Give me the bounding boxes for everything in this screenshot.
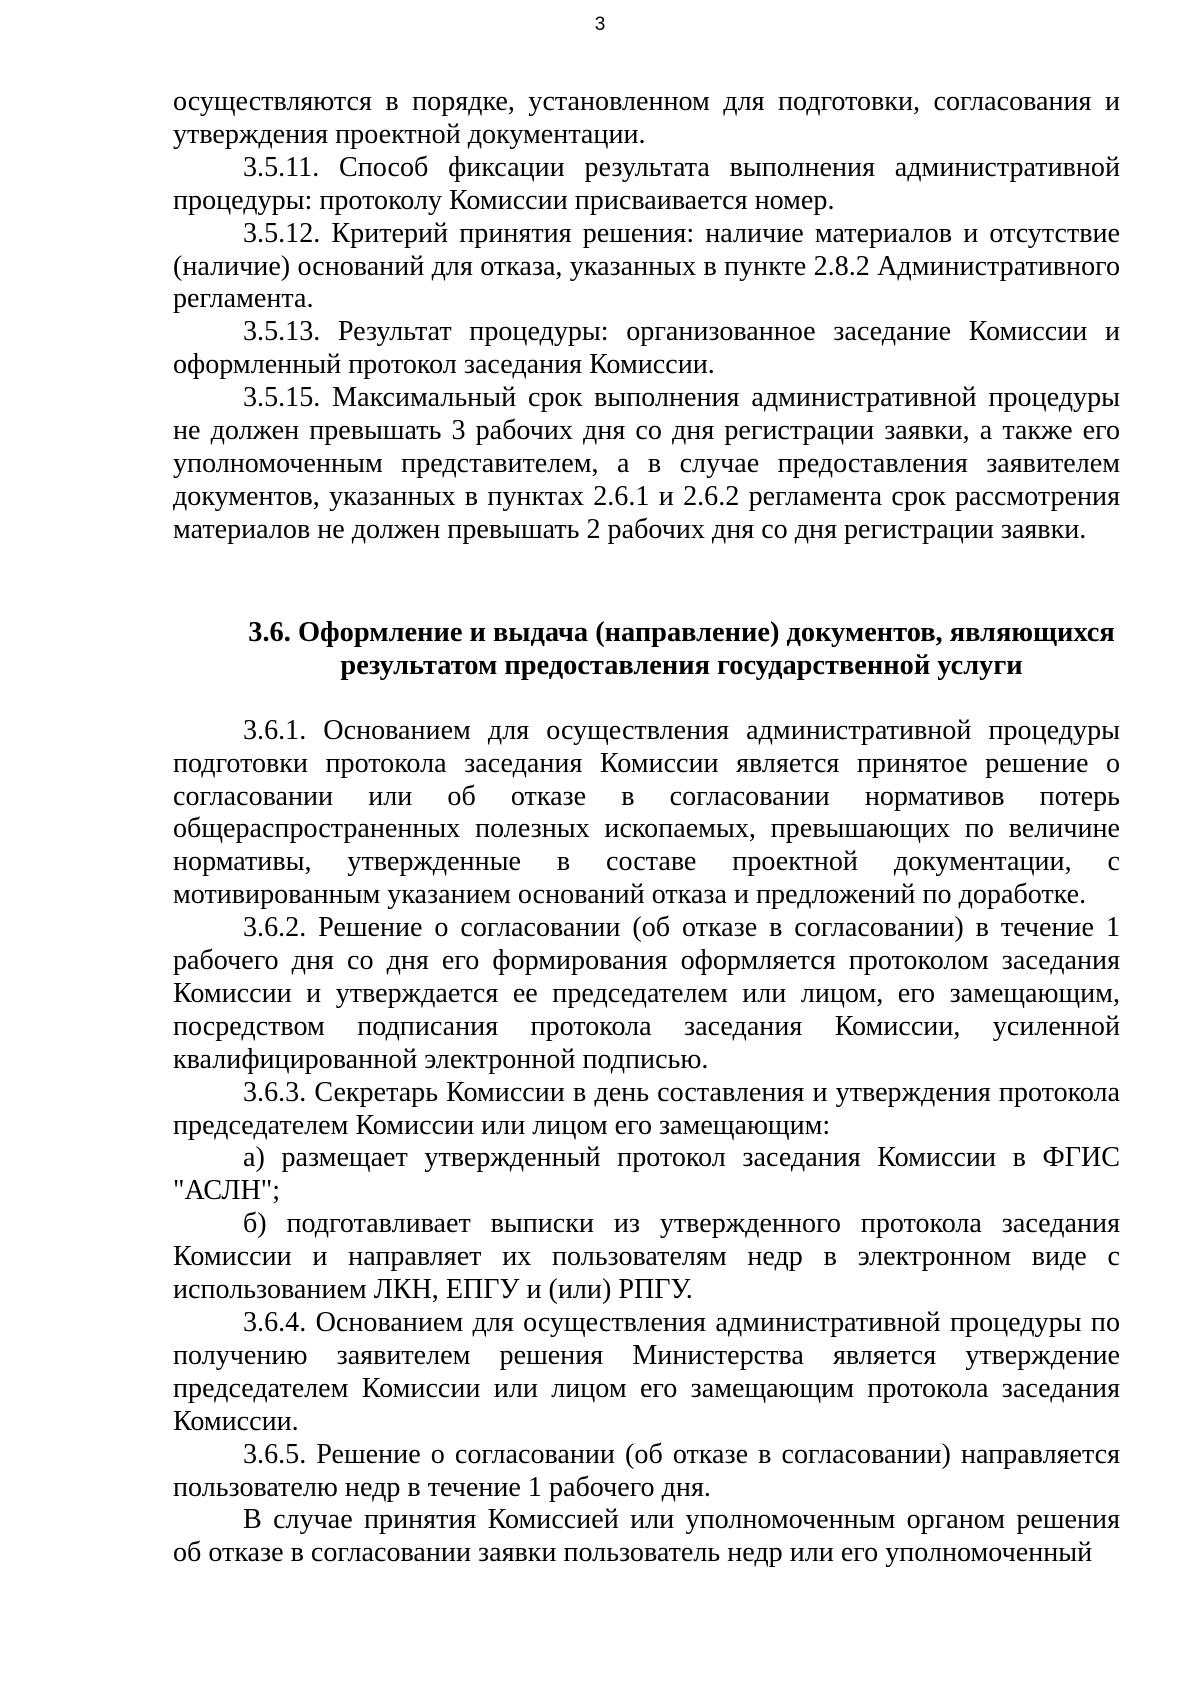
section-heading [173, 616, 1120, 682]
paragraph-3-5-11: 3.5.11. Способ фиксации результата выполнения административной процедуры: протоколу Комиссии присваивается номер. [173, 151, 1120, 216]
paragraph-3-6-4: 3.6.4. Основанием для осуществления административной процедуры по получению заявителем решения Министерства является утверждение председателем Комиссии или лицом его замещающим протокола заседания Комиссии. [173, 1307, 1120, 1437]
paragraph-3-6-2: 3.6.2. Решение о согласовании (об отказе в согласовании) в течение 1 рабочего дня со дня его формирования оформляется протоколом заседания Комиссии и утверждается ее председателем или лицом, его замещающим, посредством подписания протокола заседания Комиссии, усиленной квалифицированной электронной подписью. [173, 912, 1120, 1075]
page-number: 3 [594, 14, 606, 35]
section-heading-line-2: результатом предоставления государственной услуги [340, 649, 1023, 681]
paragraph-refusal: В случае принятия Комиссией или уполномоченным органом решения об отказе в согласовании заявки пользователь недр или его уполномоченный [173, 1504, 1120, 1569]
document-body [173, 86, 1120, 1570]
paragraph-3-5-13: 3.5.13. Результат процедуры: организованное заседание Комиссии и оформленный протокол заседания Комиссии. [173, 316, 1120, 381]
list-item-a: а) размещает утвержденный протокол заседания Комиссии в ФГИС "АСЛН"; [173, 1142, 1120, 1207]
paragraph-continuation: осуществляются в порядке, установленном для подготовки, согласования и утверждения проектной документации. [173, 86, 1120, 150]
paragraph-3-5-15: 3.5.15. Максимальный срок выполнения административной процедуры не должен превышать 3 рабочих дня со дня регистрации заявки, а также его уполномоченным представителем, а в случае предоставления заявителем документов, указанных в пунктах 2.6.1 и 2.6.2 регламента срок рассмотрения материалов не должен превышать 2 рабочих дня со дня регистрации заявки. [173, 382, 1120, 545]
section-heading-line-1: 3.6. Оформление и выдача (направление) документов, являющихся [248, 616, 1115, 648]
paragraph-3-6-5: 3.6.5. Решение о согласовании (об отказе в согласовании) направляется пользователю недр в течение 1 рабочего дня. [173, 1438, 1120, 1503]
paragraph-3-6-3: 3.6.3. Секретарь Комиссии в день составления и утверждения протокола председателем Комиссии или лицом его замещающим: [173, 1076, 1120, 1141]
paragraph-3-5-12: 3.5.12. Критерий принятия решения: наличие материалов и отсутствие (наличие) оснований для отказа, указанных в пункте 2.8.2 Административного регламента. [173, 217, 1120, 315]
list-item-b: б) подготавливает выписки из утвержденного протокола заседания Комиссии и направляет их пользователям недр в электронном виде с использованием ЛКН, ЕПГУ и (или) РПГУ. [173, 1208, 1120, 1306]
paragraph-3-6-1: 3.6.1. Основанием для осуществления административной процедуры подготовки протокола заседания Комиссии является принятое решение о согласовании или об отказе в согласовании нормативов потерь общераспространенных полезных ископаемых, превышающих по величине нормативы, утвержденные в составе проектной документации, с мотивированным указанием оснований отказа и предложений по доработке. [173, 714, 1120, 911]
